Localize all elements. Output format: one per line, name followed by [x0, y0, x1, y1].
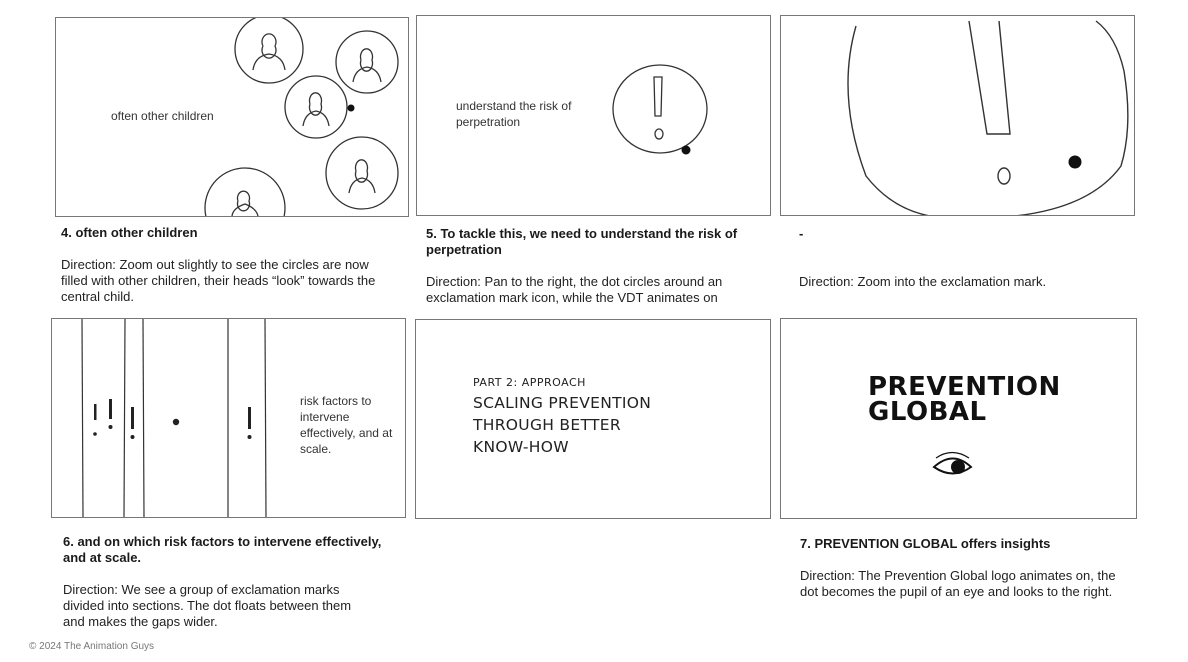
section-heading-line: KNOW-HOW — [473, 438, 569, 456]
storyboard-frame-zoom — [780, 15, 1135, 216]
storyboard-frame-5 — [416, 15, 771, 216]
section-heading-line: SCALING PREVENTION — [473, 394, 652, 412]
panel-direction: Direction: Pan to the right, the dot circles around an exclamation mark icon, while the VDT animates on — [426, 274, 723, 305]
panel-title: 5. To tackle this, we need to understand the risk of perpetration — [426, 226, 738, 257]
panel-title: 6. and on which risk factors to intervene effectively, and at scale. — [63, 534, 382, 565]
panel-title: - — [799, 226, 804, 241]
copyright-footer: © 2024 The Animation Guys — [29, 641, 155, 652]
section-title-card — [473, 376, 651, 458]
prevention-global-logo: PREVENTION GLOBAL — [868, 372, 1061, 427]
storyboard-frame-6 — [51, 318, 406, 518]
storyboard-frame-part2 — [415, 319, 771, 519]
panel-direction: Direction: We see a group of exclamation marks divided into sections. The dot floats between them and makes the gaps wider. — [63, 582, 352, 629]
section-heading-line: THROUGH BETTER — [473, 416, 621, 434]
section-label: PART 2: APPROACH — [473, 376, 586, 389]
storyboard-frame-4 — [55, 17, 409, 217]
frame-caption: understand the risk of perpetration — [456, 99, 572, 129]
panel-title: 4. often other children — [61, 225, 198, 240]
panel-direction: Direction: Zoom into the exclamation mark. — [799, 274, 1047, 289]
storyboard-frame-7 — [780, 318, 1137, 519]
panel-title: 7. PREVENTION GLOBAL offers insights — [800, 536, 1051, 551]
eye-icon — [781, 319, 1136, 518]
panel-direction: Direction: The Prevention Global logo animates on, the dot becomes the pupil of an eye and looks to the right. — [800, 568, 1116, 599]
frame-caption: risk factors to intervene effectively, and at scale. — [300, 394, 393, 456]
frame-caption: often other children — [111, 109, 214, 123]
sketch-zoomed-exclamation — [781, 16, 1134, 215]
panel-direction: Direction: Zoom out slightly to see the circles are now filled with other children, their heads “look” towards the central child. — [61, 257, 376, 304]
